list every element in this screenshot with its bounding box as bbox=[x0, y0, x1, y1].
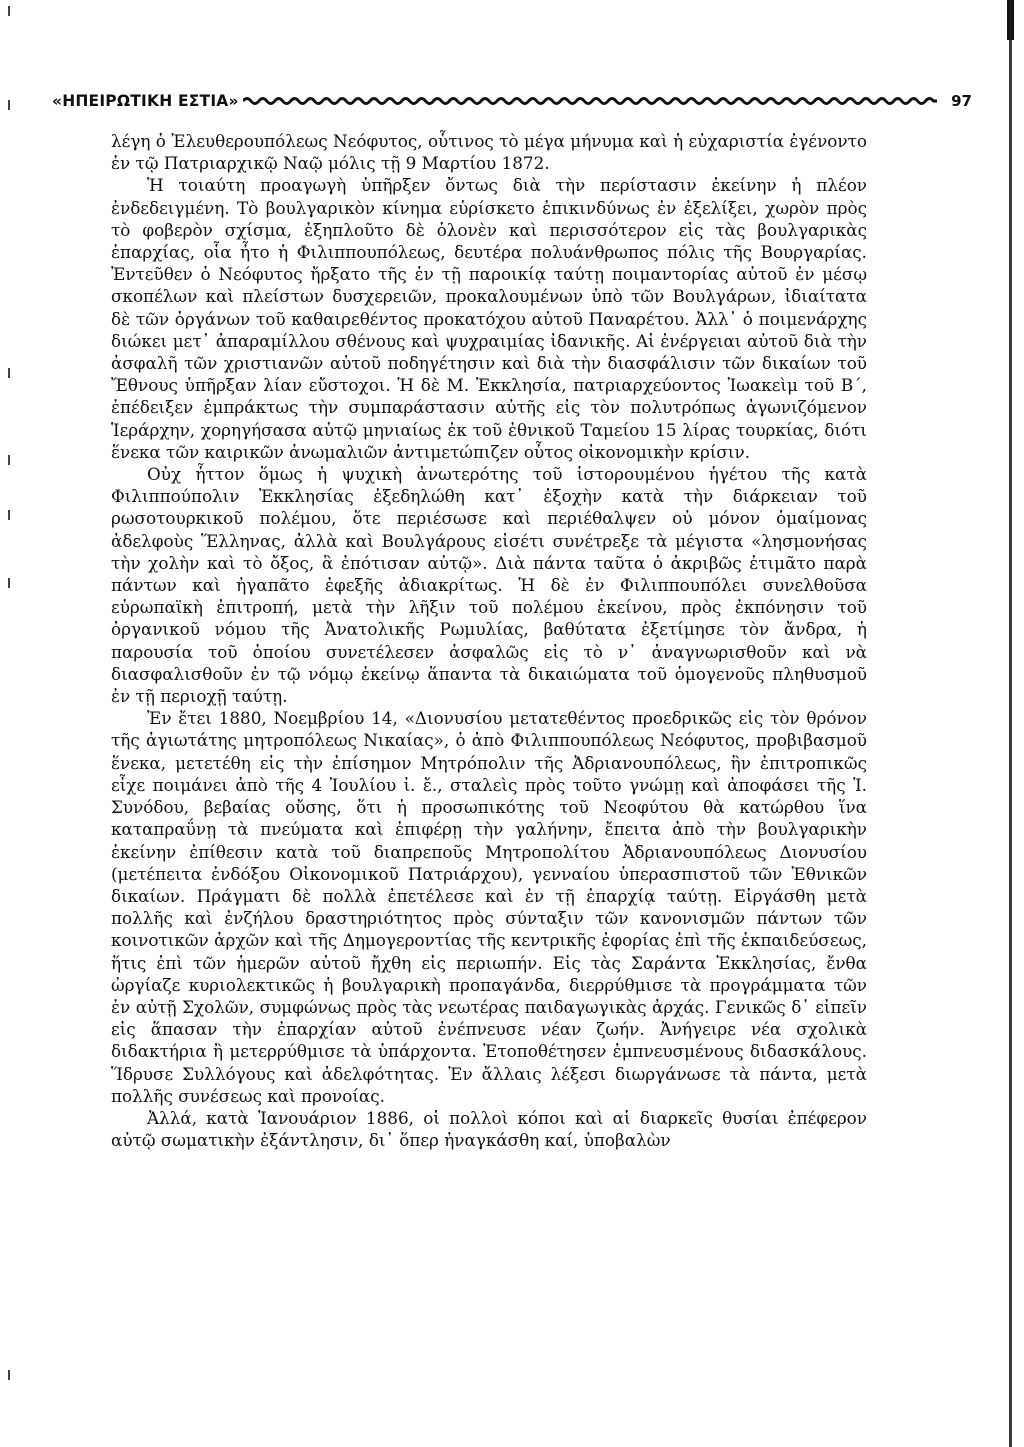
wavy-header-rule bbox=[243, 94, 937, 108]
paragraph: Ἡ τοιαύτη προαγωγὴ ὑπῆρξεν ὄντως διὰ τὴν περίστασιν ἐκείνην ἡ πλέον ἐνδεδειγμένη. Τὸ βουλγαρικὸν κίνημα εὑρίσκετο ἐπικινδύνως ἐν ἐξελίξει, χωρὸν πρὸς τὸ φοβερὸν σχίσμα, ἐξηπλοῦτο δὲ ὁλονὲν καὶ περισσότερον εἰς τὰς βουλγαρικὰς ἐπαρχίας, οἷα ἦτο ἡ Φιλιππουπόλεως, δευτέρα πολυάνθρωπος πόλις τῆς Βουργαρίας. Ἐντεῦθεν ὁ Νεόφυτος ἤρξατο τῆς ἐν τῇ παροικίᾳ ταύτῃ ποιμαντορίας αὐτοῦ ἐν μέσῳ σκοπέλων καὶ πλείστων δυσχερειῶν, προκαλουμένων ὑπὸ τῶν Βουλγάρων, ἰδιαίτατα δὲ τῶν ὀργάνων τοῦ καθαιρεθέντος προκατόχου αὐτοῦ Παναρέτου. Ἀλλ᾽ ὁ ποιμενάρχης διώκει μετ᾽ ἀπαραμίλλου σθένους καὶ ψυχραιμίας ἰδανικῆς. Αἱ ἐνέργειαι αὐτοῦ διὰ τὴν ἀσφαλῆ τῶν χριστιανῶν αὐτοῦ ποδηγέτησιν καὶ διὰ τὴν διασφάλισιν τῶν δικαίων τοῦ Ἔθνους ὑπῆρξαν λίαν εὔστοχοι. Ἡ δὲ Μ. Ἐκκλησία, πατριαρχεύοντος Ἰωακεὶμ τοῦ Β΄, ἐπέδειξεν ἐμπράκτως τὴν συμπαράστασιν αὐτῆς εἰς τὸν πολυτρόπως ἀγωνιζόμενον Ἱεράρχην, χορηγήσασα αὐτῷ μηνιαίως ἐκ τοῦ ἐθνικοῦ Ταμείου 15 λίρας τουρκίας, διότι ἕνεκα τῶν καιρικῶν ἀνωμαλιῶν ἀντιμετώπιζεν οὗτος οἰκονομικὴν κρίσιν. bbox=[111, 175, 867, 462]
scan-left-margin-marks bbox=[8, 0, 14, 1447]
running-title: «ΗΠΕΙΡΩΤΙΚΗ ΕΣΤΙΑ» bbox=[52, 92, 239, 110]
article-body bbox=[111, 130, 867, 1151]
paragraph: Ἀλλά, κατὰ Ἰανουάριον 1886, οἱ πολλοὶ κόποι καὶ αἱ διαρκεῖς θυσίαι ἐπέφερον αὐτῷ σωματικὴν ἐξάντλησιν, δι᾽ ὅπερ ἠναγκάσθη καί, ὑποβαλὼν bbox=[111, 1107, 867, 1151]
paragraph: λέγη ὁ Ἐλευθερουπόλεως Νεόφυτος, οὗτινος τὸ μέγα μήνυμα καὶ ἡ εὐχαριστία ἐγένοντο ἐν τῷ Πατριαρχικῷ Ναῷ μόλις τῇ 9 Μαρτίου 1872. bbox=[111, 131, 867, 174]
paragraph: Οὐχ ἧττον ὅμως ἡ ψυχικὴ ἀνωτερότης τοῦ ἱστορουμένου ἡγέτου τῆς κατὰ Φιλιππούπολιν Ἐκκλησίας ἐξεδηλώθη κατ᾽ ἐξοχὴν κατὰ τὴν διάρκειαν τοῦ ρωσοτουρκικοῦ πολέμου, ὅτε περιέσωσε καὶ περιέθαλψεν οὐ μόνον ὁμαίμονας ἀδελφοὺς Ἕλληνας, ἀλλὰ καὶ Βουλγάρους εἰσέτι συνέτρεξε τὰ μέγιστα «λησμονήσας τὴν χολὴν καὶ τὸ ὄξος, ἃ ἐπότισαν αὐτῷ». Διὰ πάντα ταῦτα ὁ ἀκριβῶς ἐτιμᾶτο παρὰ πάντων καὶ ἠγαπᾶτο ἐφεξῆς ἀδιακρίτως. Ἡ δὲ ἐν Φιλιππουπόλει συνελθοῦσα εὐρωπαϊκὴ ἐπιτροπή, μετὰ τὴν λῆξιν τοῦ πολέμου ἐκείνου, πρὸς ἐκπόνησιν τοῦ ὀργανικοῦ νόμου τῆς Ἀνατολικῆς Ρωμυλίας, βαθύτατα ἐξετίμησε τὸν ἄνδρα, ἡ παρουσία τοῦ ὁποίου συνετέλεσεν ἀσφαλῶς εἰς τὸ ν᾽ ἀναγνωρισθοῦν καὶ νὰ διασφαλισθοῦν ἐν τῷ νόμῳ ἐκείνῳ ἅπαντα τὰ δικαιώματα τοῦ ὁμογενοῦς πληθυσμοῦ ἐν τῇ περιοχῇ ταύτῃ. bbox=[111, 464, 867, 707]
paragraph: Ἐν ἔτει 1880, Νοεμβρίου 14, «Διονυσίου μετατεθέντος προεδρικῶς εἰς τὸν θρόνον τῆς ἁγιωτάτης μητροπόλεως Νικαίας», ὁ ἀπὸ Φιλιππουπόλεως Νεόφυτος, προβιβασμοῦ ἕνεκα, μετετέθη εἰς τὴν ἐπίσημον Μητρόπολιν τῆς Ἀδριανουπόλεως, ἣν ἐπιτροπικῶς εἶχε ποιμάνει ἀπὸ τῆς 4 Ἰουλίου ἰ. ἔ., σταλεὶς πρὸς τοῦτο γνώμῃ καὶ ἀποφάσει τῆς Ἱ. Συνόδου, βεβαίας οὔσης, ὅτι ἡ προσωπικότης τοῦ Νεοφύτου θὰ κατώρθου ἵνα καταπραΰνῃ τὰ πνεύματα καὶ ἐπιφέρῃ τὴν γαλήνην, ἔπειτα ἀπὸ τὴν βουλγαρικὴν ἐκείνην ἐπίθεσιν κατὰ τοῦ διαπρεποῦς Μητροπολίτου Ἀδριανουπόλεως Διονυσίου (μετέπειτα ἐνδόξου Οἰκονομικοῦ Πατριάρχου), γενναίου ὑπερασπιστοῦ τῶν Ἐθνικῶν δικαίων. Πράγματι δὲ πολλὰ ἐπετέλεσε καὶ ἐν τῇ ἐπαρχίᾳ ταύτῃ. Εἰργάσθη μετὰ πολλῆς καὶ ἐνζήλου δραστηριότητος πρὸς σύνταξιν τῶν κανονισμῶν πάντων τῶν κοινοτικῶν ἀρχῶν καὶ τῆς Δημογεροντίας τῆς κεντρικῆς ἐφορίας ἐπὶ τῆς ἐκπαιδεύσεως, ἥτις ἐπὶ τῶν ἡμερῶν αὐτοῦ ἤχθη εἰς περιωπήν. Εἰς τὰς Σαράντα Ἐκκλησίας, ἔνθα ὠργίαζε κυριολεκτικῶς ἡ βουλγαρικὴ προπαγάνδα, διερρύθμισε τὰ προγράμματα τῶν ἐν αὐτῇ Σχολῶν, συμφώνως πρὸς τὰς νεωτέρας παιδαγωγικὰς ἀρχάς. Γενικῶς δ᾽ εἰπεῖν εἰς ἅπασαν τὴν ἐπαρχίαν αὐτοῦ ἐνέπνευσε νέαν ζωήν. Ἀνήγειρε νέα σχολικὰ διδακτήρια ἢ μετερρύθμισε τὰ ὑπάρχοντα. Ἐτοποθέτησεν ἐμπνευσμένους διδασκάλους. Ἵδρυσε Συλλόγους καὶ ἀδελφότητας. Ἐν ἄλλαις λέξεσι διωργάνωσε τὰ πάντα, μετὰ πολλῆς συνέσεως καὶ προνοίας. bbox=[111, 708, 867, 1106]
page-number: 97 bbox=[951, 92, 972, 110]
running-header bbox=[52, 90, 972, 112]
scan-binding-edge bbox=[1009, 0, 1012, 1447]
